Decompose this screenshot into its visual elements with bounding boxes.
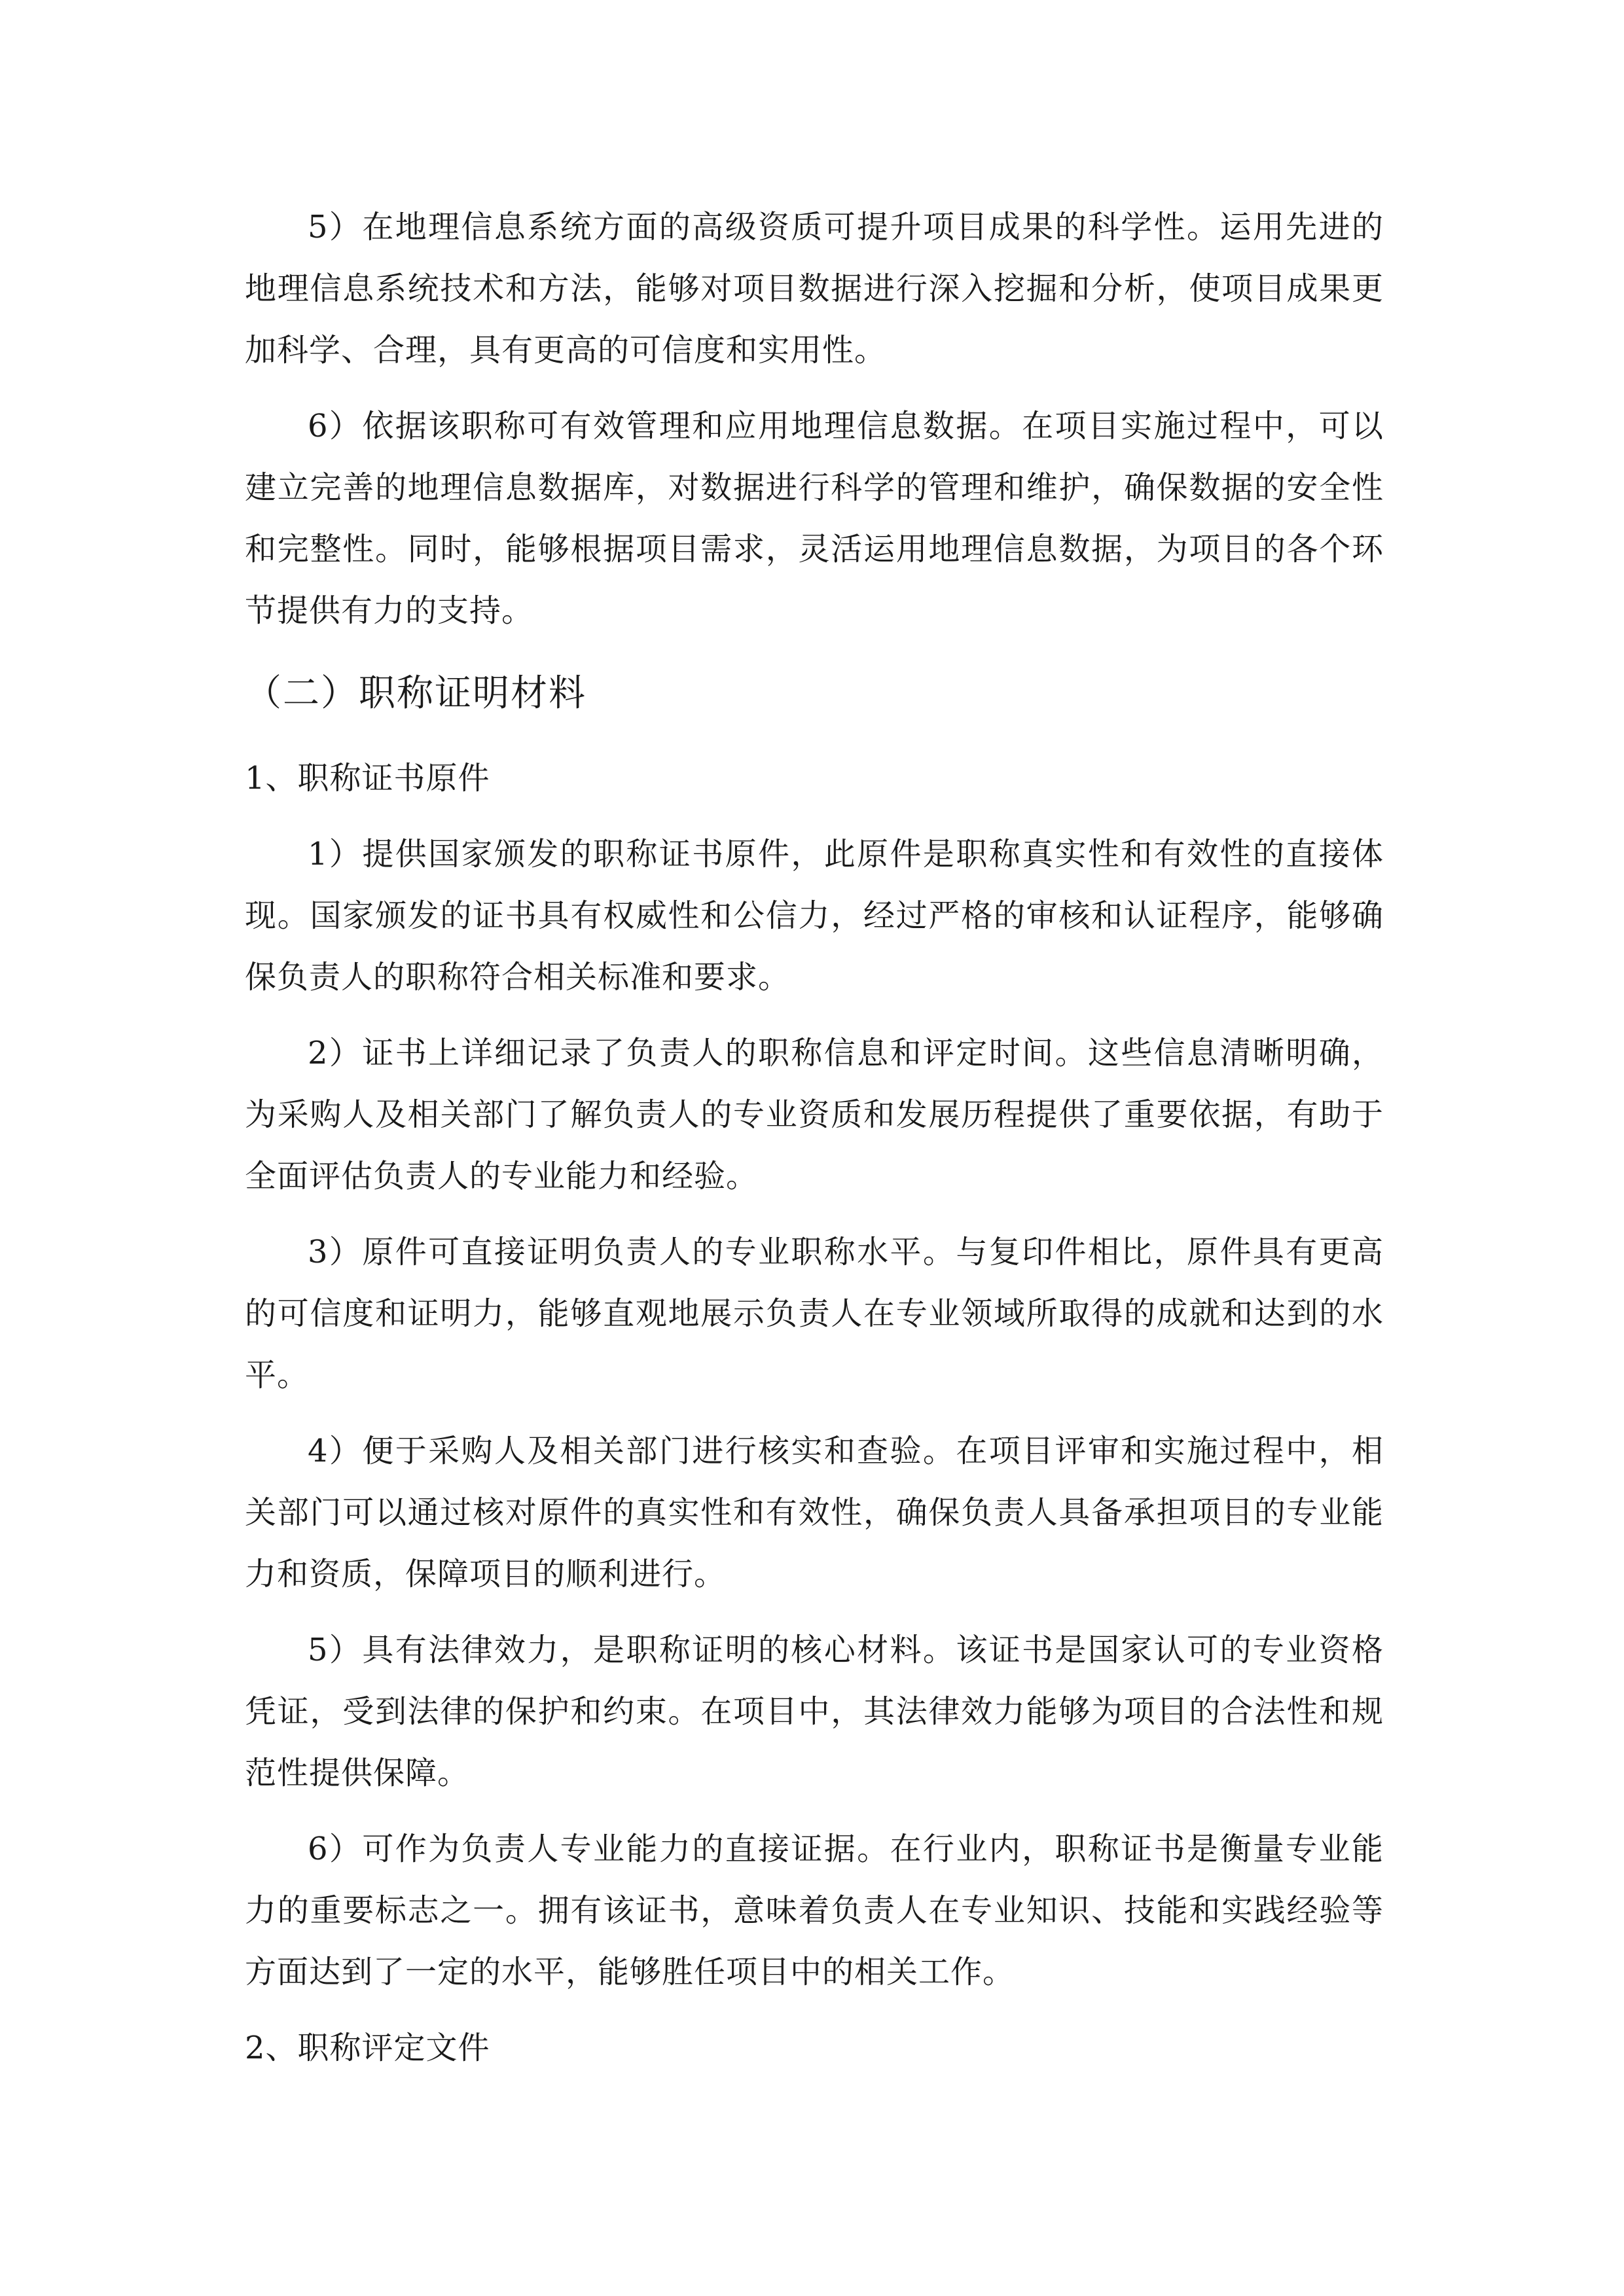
subheading-evaluation-documents: 2、职称评定文件 bbox=[245, 2030, 490, 2066]
section-heading-title-proof: （二）职称证明材料 bbox=[245, 672, 586, 715]
paragraph-cert-item-2: 2）证书上详细记录了负责人的职称信息和评定时间。这些信息清晰明确，为采购人及相关部门了解负责人的专业资质和发展历程提供了重要依据，有助于全面评估负责人的专业能力和经验。 bbox=[245, 1035, 1384, 1194]
paragraph-gis-item-5: 5）在地理信息系统方面的高级资质可提升项目成果的科学性。运用先进的地理信息系统技术和方法，能够对项目数据进行深入挖掘和分析，使项目成果更加科学、合理，具有更高的可信度和实用性。 bbox=[245, 209, 1384, 368]
paragraph-cert-item-3: 3）原件可直接证明负责人的专业职称水平。与复印件相比，原件具有更高的可信度和证明力，能够直观地展示负责人在专业领域所取得的成就和达到的水平。 bbox=[245, 1234, 1384, 1393]
paragraph-cert-item-1: 1）提供国家颁发的职称证书原件，此原件是职称真实性和有效性的直接体现。国家颁发的证书具有权威性和公信力，经过严格的审核和认证程序，能够确保负责人的职称符合相关标准和要求。 bbox=[245, 836, 1384, 996]
document-page bbox=[245, 196, 1384, 2093]
paragraph-cert-item-6: 6）可作为负责人专业能力的直接证据。在行业内，职称证书是衡量专业能力的重要标志之一。拥有该证书，意味着负责人在专业知识、技能和实践经验等方面达到了一定的水平，能够胜任项目中的相关工作。 bbox=[245, 1831, 1384, 1990]
paragraph-gis-item-6: 6）依据该职称可有效管理和应用地理信息数据。在项目实施过程中，可以建立完善的地理信息数据库，对数据进行科学的管理和维护，确保数据的安全性和完整性。同时，能够根据项目需求，灵活运用地理信息数据，为项目的各个环节提供有力的支持。 bbox=[245, 408, 1384, 629]
paragraph-cert-item-5: 5）具有法律效力，是职称证明的核心材料。该证书是国家认可的专业资格凭证，受到法律的保护和约束。在项目中，其法律效力能够为项目的合法性和规范性提供保障。 bbox=[245, 1632, 1384, 1791]
paragraph-cert-item-4: 4）便于采购人及相关部门进行核实和查验。在项目评审和实施过程中，相关部门可以通过核对原件的真实性和有效性，确保负责人具备承担项目的专业能力和资质，保障项目的顺利进行。 bbox=[245, 1433, 1384, 1592]
subheading-certificate-original: 1、职称证书原件 bbox=[245, 760, 490, 797]
